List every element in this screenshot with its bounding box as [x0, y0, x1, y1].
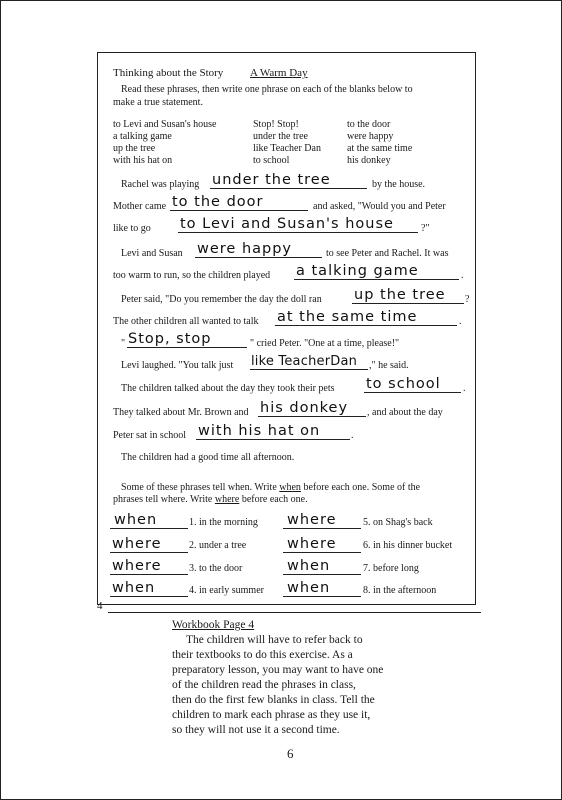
phrase: to Levi and Susan's house [113, 119, 217, 130]
handwritten-answer: up the tree [354, 287, 446, 303]
instructions-line-1: Read these phrases, then write one phrase on each of the blanks below to [121, 84, 413, 95]
phrase: Stop! Stop! [253, 119, 299, 130]
handwritten-answer: where [287, 512, 337, 528]
handwritten-answer: under the tree [212, 172, 331, 188]
page-rule [108, 612, 481, 613]
note-line: children to mark each phrase as they use it, [172, 709, 371, 721]
when-where-instructions-2: phrases tell where. Write where before each one. [113, 494, 308, 505]
note-line: of the children read the phrases in class, [172, 679, 356, 691]
phrase: with his hat on [113, 155, 173, 166]
story-text: The children had a good time all afternoon. [121, 452, 295, 463]
story-text: . [459, 316, 462, 327]
story-text: too warm to run, so the children played [113, 270, 271, 281]
story-text: Peter sat in school [113, 430, 187, 441]
phrase: at the same time [347, 143, 413, 154]
instructions-line-2: make a true statement. [113, 97, 203, 108]
note-line: their textbooks to do this exercise. As a [172, 649, 353, 661]
item-label: 5. on Shag's back [363, 517, 433, 528]
story-text: The children talked about the day they took their pets [121, 383, 335, 394]
handwritten-answer: where [112, 558, 162, 574]
item-label: 6. in his dinner bucket [363, 540, 453, 551]
handwritten-answer: to school [366, 376, 441, 392]
handwritten-answer: were happy [197, 241, 293, 257]
story-text: They talked about Mr. Brown and [113, 407, 249, 418]
phrase: to school [253, 155, 290, 166]
handwritten-answer: a talking game [296, 263, 419, 279]
story-text: Rachel was playing [121, 179, 200, 190]
note-line: so they will not use it a second time. [172, 724, 340, 736]
handwritten-answer: when [112, 580, 156, 596]
handwritten-answer: like TeacherDan [251, 354, 358, 369]
story-text: ? [465, 294, 470, 305]
item-label: 2. under a tree [189, 540, 247, 551]
item-label: 8. in the afternoon [363, 585, 437, 596]
teacher-page-number: 6 [287, 746, 294, 761]
handwritten-answer: where [112, 536, 162, 552]
phrase: like Teacher Dan [253, 143, 321, 154]
handwritten-answer: where [287, 536, 337, 552]
phrase: were happy [347, 131, 394, 142]
item-label: 1. in the morning [189, 517, 258, 528]
item-label: 7. before long [363, 563, 419, 574]
phrase: to the door [347, 119, 391, 130]
handwritten-answer: to Levi and Susan's house [180, 216, 394, 232]
phrase: under the tree [253, 131, 308, 142]
note-line: The children will have to refer back to [186, 634, 363, 646]
handwritten-answer: to the door [172, 194, 264, 210]
phrase: a talking game [113, 131, 172, 142]
handwritten-answer: when [287, 558, 331, 574]
handwritten-answer: Stop, stop [128, 331, 212, 347]
when-where-instructions-1: Some of these phrases tell when. Write when before each one. Some of the [121, 482, 421, 493]
story-text: by the house. [372, 179, 426, 190]
phrase: his donkey [347, 155, 391, 166]
note-line: preparatory lesson, you may want to have one [172, 664, 384, 676]
handwritten-answer: when [114, 512, 158, 528]
workbook-heading: Workbook Page 4 [172, 619, 255, 631]
handwritten-answer: with his hat on [198, 423, 321, 439]
phrase: up the tree [113, 143, 156, 154]
story-text: ," he said. [369, 360, 409, 371]
item-label: 3. to the door [189, 563, 243, 574]
story-text: . [461, 270, 464, 281]
story-text: like to go [113, 223, 151, 234]
story-text: and asked, "Would you and Peter [313, 201, 446, 212]
story-text: Levi and Susan [121, 248, 183, 259]
note-line: then do the first few blanks in class. Tell the [172, 694, 375, 706]
story-text: , and about the day [367, 407, 443, 418]
story-text: . [463, 383, 466, 394]
story-text: " [121, 338, 126, 349]
story-text: Mother came [113, 201, 167, 212]
story-text: to see Peter and Rachel. It was [326, 248, 449, 259]
story-text: Levi laughed. "You talk just [121, 360, 234, 371]
item-label: 4. in early summer [189, 585, 264, 596]
story-text: " cried Peter. "One at a time, please!" [250, 338, 400, 349]
handwritten-answer: his donkey [260, 400, 349, 416]
story-title: A Warm Day [250, 67, 308, 79]
story-text: The other children all wanted to talk [113, 316, 259, 327]
handwritten-answer: when [287, 580, 331, 596]
story-text: Peter said, "Do you remember the day the doll ran [121, 294, 322, 305]
story-text: . [351, 430, 354, 441]
student-page-number: 4 [97, 600, 103, 612]
handwritten-answer: at the same time [277, 309, 418, 325]
worksheet-title: Thinking about the Story [113, 67, 224, 79]
story-text: ?" [421, 223, 430, 234]
